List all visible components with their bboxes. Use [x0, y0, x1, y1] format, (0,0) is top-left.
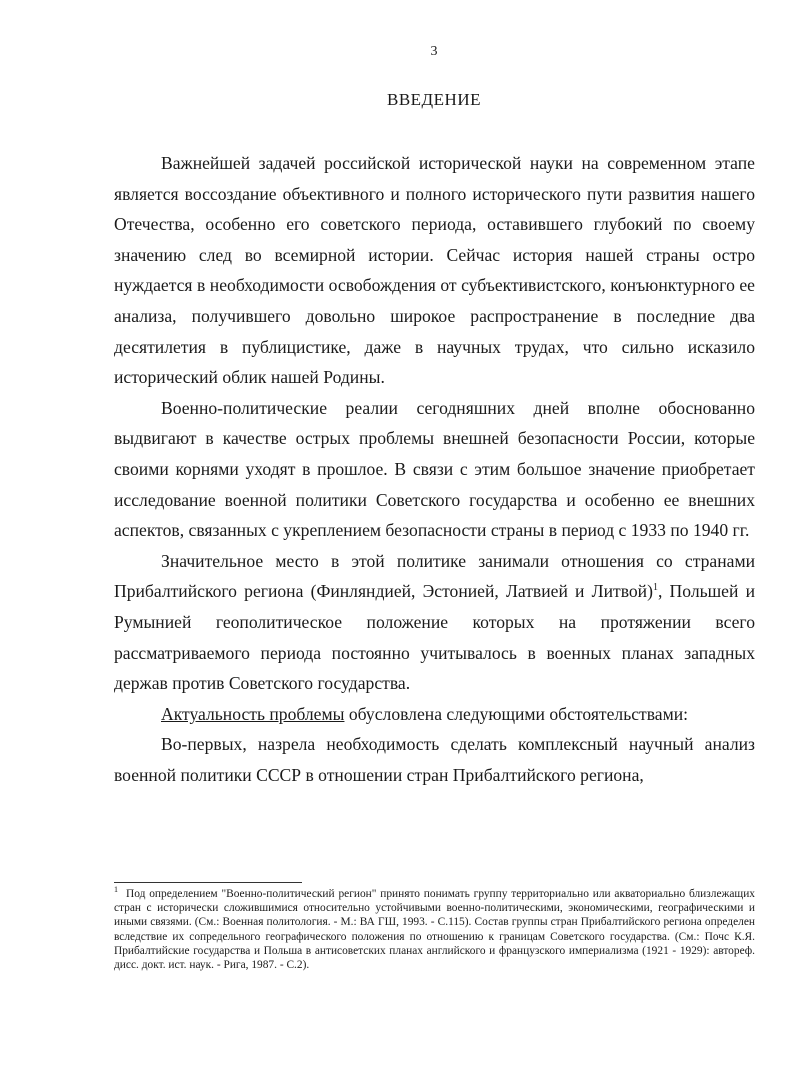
paragraph-2: Военно-политические реалии сегодняшних дней вполне обоснованно выдвигают в качестве острых проблемы внешней безопасности России, которые своими корнями уходят в прошлое. В связи с этим большое значение приобретает исследование военной политики Советского государства и особенно ее внешних аспектов, связанных с укреплением безопасности страны в период с 1933 по 1940 гг. [114, 397, 755, 541]
paragraph-4-rest: обусловлена следующими обстоятельствами: [344, 703, 689, 724]
page-title: ВВЕДЕНИЕ [387, 90, 481, 109]
paragraph-4 [114, 699, 755, 730]
footnote-text: Под определением "Военно-политический регион" принято понимать группу территориально или акваториально близлежащих стран с исторически сложившимися относительно устойчивыми военно-политическими, экономическими, географическими и иными связями. (См.: Военная политология. - М.: ВА ГШ, 1993. - С.115). Состав группы стран Прибалтийского региона определен вследствие их сопредельного географического положения по отношению к границам Советского государства. (См.: Почс К.Я. Прибалтийские государства и Польша в антисоветских планах английского и французского империализма (1921 - 1929): автореф. дисс. докт. ист. наук. - Рига, 1987. - С.2). [114, 888, 755, 972]
paragraph-5: Во-первых, назрела необходимость сделать комплексный научный анализ военной политики СССР в отношении стран Прибалтийского региона, [114, 734, 755, 785]
relevance-heading: Актуальность проблемы [161, 703, 345, 724]
page-number: 3 [430, 44, 438, 59]
paragraph-1: Важнейшей задачей российской исторической науки на современном этапе является воссоздание объективного и полного исторического пути развития нашего Отечества, особенно его советского периода, оставившего глубокий по своему значению след во всемирной истории. Сейчас история нашей страны остро нуждается в необходимости освобождения от субъективистского, конъюнктурного ее анализа, получившего довольно широкое распространение в последние два десятилетия в публицистике, даже в научных трудах, что сильно исказило исторический облик нашей Родины. [114, 153, 755, 388]
paragraph-3-end: , Польшей и Румынией геополитическое положение которых на протяжении всего рассматриваемого периода постоянно учитывалось в военных планах западных держав против Советского государства. [114, 581, 755, 694]
paragraph-3-start: Значительное место в этой политике занимали отношения со странами Прибалтийского региона (Финляндией, Эстонией, Латвией и Литвой) [114, 550, 755, 602]
footnote [114, 887, 755, 972]
paragraph-3 [114, 546, 755, 699]
footnote-mark: 1 [114, 885, 118, 895]
footnote-reference: 1 [652, 582, 658, 594]
footnote-divider [114, 882, 302, 883]
body-text [114, 148, 755, 790]
